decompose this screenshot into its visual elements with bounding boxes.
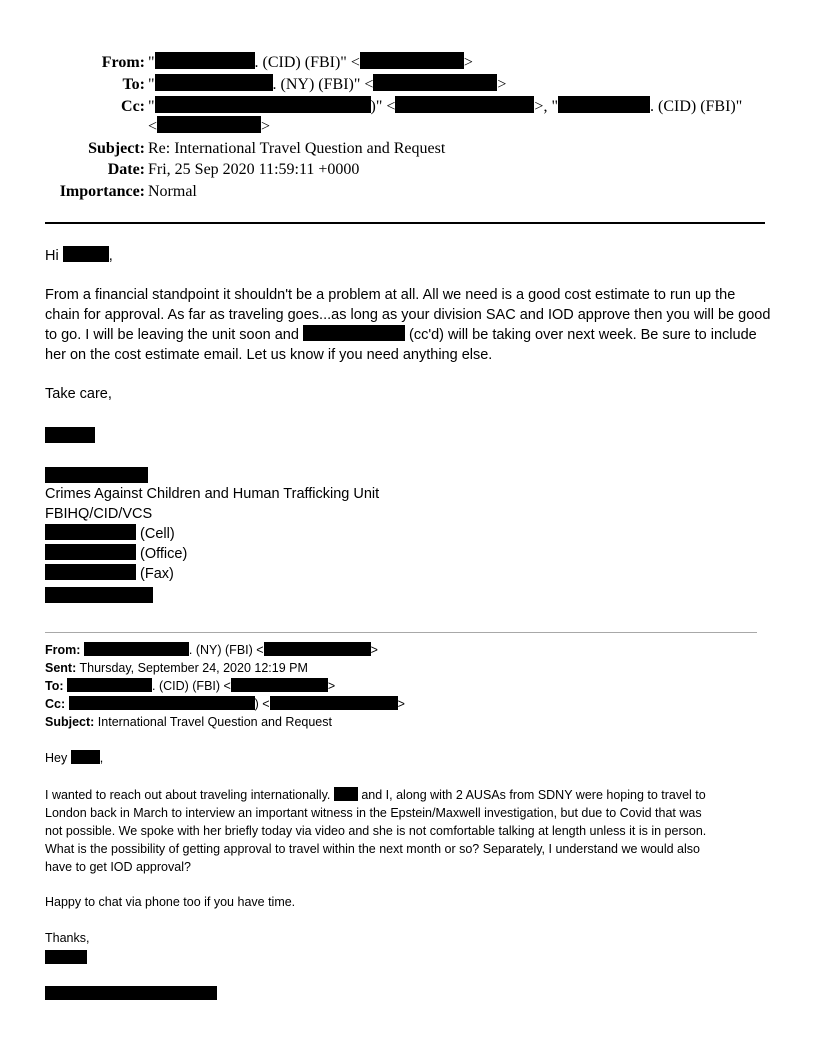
header-from-quote: " xyxy=(148,54,155,71)
redaction-block xyxy=(45,986,217,1000)
original-subject-value: International Travel Question and Request xyxy=(97,715,332,729)
redaction-block xyxy=(360,52,464,69)
redaction-block xyxy=(45,950,87,964)
header-to-label: To: xyxy=(122,76,145,93)
header-cc-label: Cc: xyxy=(121,98,145,115)
original-from-close: > xyxy=(370,643,378,657)
reply-greeting-comma: , xyxy=(108,248,113,264)
original-cc-suffix: ) < xyxy=(254,697,270,711)
redaction-block xyxy=(558,96,650,113)
reply-paragraph-line: chain for approval. As far as traveling goes...as long as your division SAC and IOD approve then you will be good xyxy=(45,307,771,323)
redaction-block xyxy=(303,325,405,341)
original-to xyxy=(45,678,335,696)
redaction-block xyxy=(45,587,153,603)
signature-fax xyxy=(45,564,174,585)
original-paragraph-fragment: and I, along with 2 AUSAs from SDNY were hoping to travel to xyxy=(361,788,706,802)
reply-paragraph-fragment: (cc'd) will be taking over next week. Be sure to include xyxy=(408,327,757,343)
original-paragraph-line xyxy=(45,787,706,805)
original-paragraph-line: London back in March to interview an important witness in the Epstein/Maxwell investigation, but due to Covid that was xyxy=(45,806,702,820)
header-date-label: Date: xyxy=(107,161,145,178)
header-divider xyxy=(45,222,765,224)
redaction-block xyxy=(334,787,358,801)
original-cc xyxy=(45,696,405,714)
original-greeting-text: Hey xyxy=(45,751,68,765)
original-cc-close: > xyxy=(397,697,405,711)
header-to-quote: " xyxy=(148,76,155,93)
signature-org: FBIHQ/CID/VCS xyxy=(45,506,153,522)
header-importance-label: Importance: xyxy=(59,183,145,200)
redaction-block xyxy=(373,74,497,91)
original-paragraph-fragment: I wanted to reach out about traveling internationally. xyxy=(45,788,331,802)
header-from-close: > xyxy=(463,54,473,71)
header-cc-sep: >, " xyxy=(534,98,558,115)
original-greeting xyxy=(45,750,103,768)
redaction-block xyxy=(71,750,100,764)
reply-greeting xyxy=(45,246,113,267)
redaction-block xyxy=(45,467,148,483)
reply-paragraph-line xyxy=(45,325,757,346)
reply-greeting-text: Hi xyxy=(45,248,59,264)
header-to-close: > xyxy=(497,76,507,93)
header-cc-value-cont xyxy=(148,116,270,137)
original-closing: Thanks, xyxy=(45,931,90,945)
original-to-close: > xyxy=(327,679,336,693)
header-importance-value: Normal xyxy=(148,183,197,200)
redaction-block xyxy=(45,544,136,560)
signature-office xyxy=(45,544,187,565)
original-sent-label: Sent: xyxy=(45,661,77,675)
signature-cell-label: (Cell) xyxy=(140,526,175,542)
original-paragraph-line: not possible. We spoke with her briefly today via video and she is not comfortable talking at length unless it is in person. xyxy=(45,824,707,838)
original-greeting-comma: , xyxy=(99,751,104,765)
header-to-suffix: . (NY) (FBI)" < xyxy=(272,76,374,93)
original-cc-label: Cc: xyxy=(45,697,66,711)
redaction-block xyxy=(157,116,261,133)
header-subject-value: Re: International Travel Question and Request xyxy=(148,140,446,157)
reply-paragraph-line: From a financial standpoint it shouldn't be a problem at all. All we need is a good cost estimate to run up the xyxy=(45,287,736,303)
original-subject xyxy=(45,714,332,732)
reply-closing: Take care, xyxy=(45,386,112,402)
redaction-block xyxy=(67,678,152,692)
original-to-suffix: . (CID) (FBI) < xyxy=(152,679,231,693)
original-from-label: From: xyxy=(45,643,81,657)
reply-paragraph-fragment: to go. I will be leaving the unit soon and xyxy=(45,327,299,343)
redaction-block xyxy=(264,642,371,656)
header-from-label: From: xyxy=(101,54,145,71)
redaction-block xyxy=(270,696,398,710)
redaction-block xyxy=(155,96,371,113)
header-date-value: Fri, 25 Sep 2020 11:59:11 +0000 xyxy=(148,161,360,178)
signature-cell xyxy=(45,524,175,545)
header-from-suffix: . (CID) (FBI)" < xyxy=(254,54,360,71)
redaction-block xyxy=(45,524,136,540)
redaction-block xyxy=(45,564,136,580)
header-subject-label: Subject: xyxy=(88,140,145,157)
original-paragraph-2: Happy to chat via phone too if you have time. xyxy=(45,895,296,909)
redaction-block xyxy=(155,52,255,69)
header-to-value xyxy=(148,74,506,95)
original-to-label: To: xyxy=(45,679,64,693)
original-sent-value: Thursday, September 24, 2020 12:19 PM xyxy=(79,661,308,675)
original-paragraph-line: have to get IOD approval? xyxy=(45,860,191,874)
redaction-block xyxy=(155,74,273,91)
redaction-block xyxy=(63,246,109,262)
reply-paragraph-line: her on the cost estimate email. Let us know if you need anything else. xyxy=(45,347,493,363)
signature-office-label: (Office) xyxy=(140,546,188,562)
redaction-block xyxy=(84,642,189,656)
original-subject-label: Subject: xyxy=(45,715,95,729)
original-sent xyxy=(45,660,308,678)
redaction-block xyxy=(69,696,255,710)
quoted-message-divider xyxy=(45,632,757,633)
header-cc-close: > xyxy=(261,118,271,135)
header-cc-open: < xyxy=(148,118,158,135)
header-cc-value xyxy=(148,96,742,117)
header-cc-suffix: )" < xyxy=(370,98,396,115)
redaction-block xyxy=(231,678,328,692)
signature-fax-label: (Fax) xyxy=(140,566,174,582)
original-from xyxy=(45,642,378,660)
header-from-value xyxy=(148,52,473,73)
header-cc-suffix-2: . (CID) (FBI)" xyxy=(649,98,743,115)
header-cc-quote: " xyxy=(148,98,155,115)
signature-unit: Crimes Against Children and Human Trafficking Unit xyxy=(45,486,380,502)
redaction-block xyxy=(45,427,95,443)
original-from-suffix: . (NY) (FBI) < xyxy=(188,643,264,657)
redaction-block xyxy=(395,96,534,113)
original-paragraph-line: What is the possibility of getting approval to travel within the next month or so? Separately, I understand we would also xyxy=(45,842,700,856)
